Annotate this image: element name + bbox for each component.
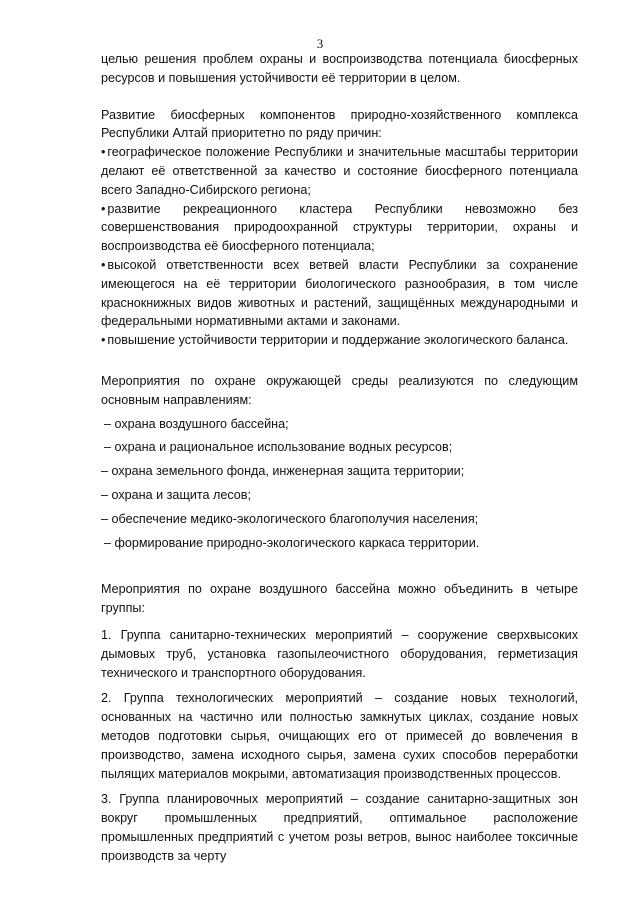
reasons-lead: Развитие биосферных компонентов природно-хозяйственного комплекса Республики Алтай приоритетно по ряду причин: [101, 107, 578, 141]
air-group-1: 1. Группа санитарно-технических мероприятий – сооружение сверхвысоких дымовых труб, установка газопылеочистного оборудования, герметизация технического и транспортного оборудования. [101, 627, 578, 680]
air-measures-lead: Мероприятия по охране воздушного бассейна можно объединить в четыре группы: [101, 582, 578, 616]
air-group-2: 2. Группа технологических мероприятий – создание новых технологий, основанных на частично или полностью замкнутых циклах, создание новых методов подготовки сырья, очищающих его от примесей до вовлечения в производство, замена исходного сырья, замена сухих способов переработки пылящих материалов мокрыми, автоматизация производственных процессов. [101, 691, 578, 781]
document-body [101, 50, 578, 865]
direction-item: – формирование природно-экологического каркаса территории. [104, 535, 480, 550]
direction-item: – охрана земельного фонда, инженерная защита территории; [101, 464, 465, 479]
reason-item-3: • высокой ответственности всех ветвей власти Республики за сохранение имеющегося на её территории биологического разнообразия, в том числе краснокнижных видов животных и растений, защищённых международными и федеральными нормативными актами и законами. [101, 256, 578, 331]
direction-item: – обеспечение медико-экологического благополучия населения; [101, 511, 479, 526]
reason-item-2: • развитие рекреационного кластера Республики невозможно без совершенствования природоохранной структуры территории, охраны и воспроизводства её биосферного потенциала; [101, 200, 578, 256]
direction-item: – охрана и рациональное использование водных ресурсов; [104, 440, 453, 455]
direction-item: – охрана воздушного бассейна; [104, 416, 289, 431]
reason-item-4: • повышение устойчивости территории и поддержание экологического баланса. [101, 331, 578, 350]
intro-continuation: целью решения проблем охраны и воспроизводства потенциала биосферных ресурсов и повышения устойчивости её территории в целом. [101, 52, 578, 85]
direction-item: – охрана и защита лесов; [101, 487, 251, 502]
page-number: 3 [316, 36, 324, 51]
directions-lead: Мероприятия по охране окружающей среды реализуются по следующим основным направлениям: [101, 373, 578, 407]
directions-list [101, 415, 578, 553]
air-group-3: 3. Группа планировочных мероприятий – создание санитарно-защитных зон вокруг промышленных предприятий, оптимальное расположение промышленных предприятий с учетом розы ветров, вынос наиболее токсичные производств за черту [101, 792, 578, 863]
reason-item-1: • географическое положение Республики и значительные масштабы территории делают её ответственной за качество и состояние биосферного потенциала всего Западно-Сибирского региона; [101, 143, 578, 199]
